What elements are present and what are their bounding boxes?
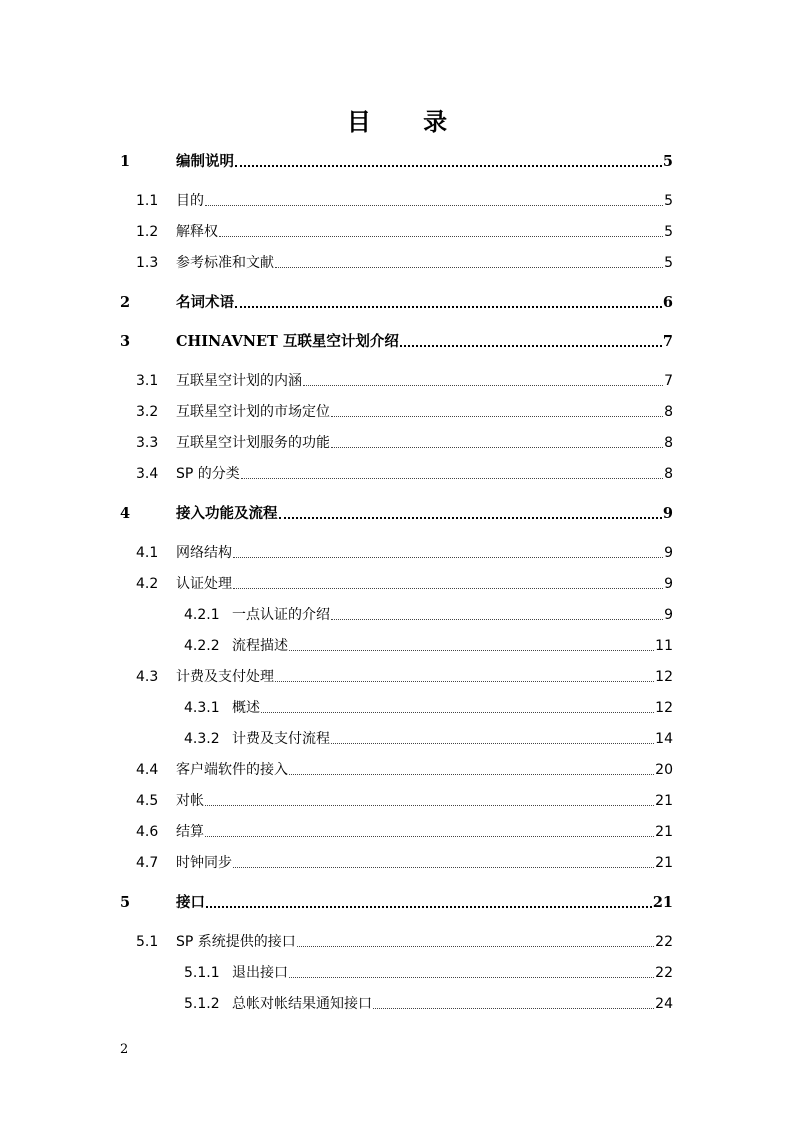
toc-entry-page: 9 bbox=[662, 505, 673, 522]
toc-entry-page: 8 bbox=[664, 404, 673, 420]
toc-entry-label: SP 的分类 bbox=[176, 466, 240, 482]
dot-leader bbox=[331, 619, 663, 620]
toc-entry-label: 目的 bbox=[176, 193, 204, 209]
toc-entry-label: 客户端软件的接入 bbox=[176, 762, 288, 778]
dot-leader bbox=[233, 867, 654, 868]
dot-leader bbox=[289, 977, 654, 978]
toc-entry-number: 4.3 bbox=[136, 669, 159, 685]
toc-entry[interactable] bbox=[136, 433, 673, 453]
toc-entry-number: 4.2.2 bbox=[184, 638, 220, 654]
toc-entry-label: 编制说明 bbox=[176, 153, 234, 170]
toc-entry[interactable] bbox=[136, 853, 673, 873]
toc-entry-label: 名词术语 bbox=[176, 294, 234, 311]
toc-entry-page: 22 bbox=[655, 934, 673, 950]
toc-entry[interactable] bbox=[184, 636, 673, 656]
toc-entry-label: 概述 bbox=[232, 700, 260, 716]
toc-entry[interactable] bbox=[136, 574, 673, 594]
toc-entry-page: 24 bbox=[655, 996, 673, 1012]
toc-entry-label: CHINAVNET 互联星空计划介绍 bbox=[176, 333, 399, 350]
toc-entry-number: 3.3 bbox=[136, 435, 159, 451]
dot-leader bbox=[275, 267, 663, 268]
toc-entry-page: 7 bbox=[662, 333, 673, 350]
toc-entry-page: 11 bbox=[655, 638, 673, 654]
toc-entry[interactable] bbox=[120, 293, 673, 313]
dot-leader bbox=[331, 416, 663, 417]
dot-leader bbox=[233, 557, 663, 558]
toc-entry[interactable] bbox=[136, 402, 673, 422]
toc-entry-number: 4.4 bbox=[136, 762, 159, 778]
toc-entry-label: 一点认证的介绍 bbox=[232, 607, 330, 623]
page-number: 2 bbox=[120, 1042, 129, 1057]
toc-entry-label: 计费及支付处理 bbox=[176, 669, 274, 685]
toc-entry[interactable] bbox=[184, 963, 673, 983]
toc-entry-page: 7 bbox=[664, 373, 673, 389]
dot-leader bbox=[303, 385, 663, 386]
toc-entry-label: 网络结构 bbox=[176, 545, 232, 561]
dot-leader bbox=[205, 205, 663, 206]
toc-entry-number: 5 bbox=[120, 894, 131, 911]
toc-entry[interactable] bbox=[136, 191, 673, 211]
dot-leader bbox=[233, 588, 663, 589]
toc-entry[interactable] bbox=[136, 667, 673, 687]
toc-entry-number: 4.7 bbox=[136, 855, 159, 871]
toc-entry-number: 4 bbox=[120, 505, 131, 522]
toc-entry-page: 12 bbox=[655, 700, 673, 716]
toc-entry[interactable] bbox=[184, 698, 673, 718]
toc-entry[interactable] bbox=[136, 791, 673, 811]
dot-leader bbox=[331, 743, 654, 744]
dot-leader bbox=[400, 345, 662, 347]
dot-leader bbox=[219, 236, 663, 237]
toc-entry-number: 4.3.2 bbox=[184, 731, 220, 747]
toc-entry-label: 退出接口 bbox=[232, 965, 288, 981]
toc-entry-label: 接入功能及流程 bbox=[176, 505, 278, 522]
toc-entry-label: 互联星空计划的市场定位 bbox=[176, 404, 330, 420]
toc-entry-page: 9 bbox=[664, 607, 673, 623]
toc-entry-number: 5.1.1 bbox=[184, 965, 220, 981]
dot-leader bbox=[206, 906, 652, 908]
toc-entry-label: SP 系统提供的接口 bbox=[176, 934, 296, 950]
toc-entry-number: 4.2.1 bbox=[184, 607, 220, 623]
toc-entry-number: 3.1 bbox=[136, 373, 159, 389]
toc-entry-label: 接口 bbox=[176, 894, 205, 911]
toc-entry[interactable] bbox=[120, 332, 673, 352]
dot-leader bbox=[261, 712, 654, 713]
toc-entry-number: 4.2 bbox=[136, 576, 159, 592]
toc-entry-page: 21 bbox=[652, 894, 673, 911]
dot-leader bbox=[241, 478, 663, 479]
toc-entry[interactable] bbox=[120, 152, 673, 172]
toc-entry[interactable] bbox=[184, 994, 673, 1014]
toc-entry[interactable] bbox=[136, 760, 673, 780]
toc-entry[interactable] bbox=[184, 729, 673, 749]
toc-entry-label: 互联星空计划服务的功能 bbox=[176, 435, 330, 451]
toc-entry-page: 8 bbox=[664, 435, 673, 451]
dot-leader bbox=[275, 681, 654, 682]
toc-entry-label: 时钟同步 bbox=[176, 855, 232, 871]
toc-entry[interactable] bbox=[120, 504, 673, 524]
toc-entry-page: 14 bbox=[655, 731, 673, 747]
toc-entry-label: 互联星空计划的内涵 bbox=[176, 373, 302, 389]
toc-entry[interactable] bbox=[136, 222, 673, 242]
toc-entry-page: 5 bbox=[664, 224, 673, 240]
toc-entry-page: 20 bbox=[655, 762, 673, 778]
toc-entry-label: 解释权 bbox=[176, 224, 218, 240]
dot-leader bbox=[297, 946, 654, 947]
toc-entry-page: 21 bbox=[655, 855, 673, 871]
toc-entry-label: 结算 bbox=[176, 824, 204, 840]
toc-entry-label: 参考标准和文献 bbox=[176, 255, 274, 271]
toc-entry-number: 3.4 bbox=[136, 466, 159, 482]
dot-leader bbox=[205, 805, 654, 806]
toc-entry-label: 对帐 bbox=[176, 793, 204, 809]
dot-leader bbox=[279, 517, 662, 519]
toc-entry[interactable] bbox=[136, 822, 673, 842]
toc-entry-label: 总帐对帐结果通知接口 bbox=[232, 996, 372, 1012]
toc-entry-page: 6 bbox=[662, 294, 673, 311]
dot-leader bbox=[373, 1008, 654, 1009]
toc-entry-number: 4.1 bbox=[136, 545, 159, 561]
toc-entry-number: 4.3.1 bbox=[184, 700, 220, 716]
toc-entry[interactable] bbox=[136, 371, 673, 391]
toc-entry-number: 5.1.2 bbox=[184, 996, 220, 1012]
toc-entry-number: 1.2 bbox=[136, 224, 159, 240]
toc-entry-number: 1 bbox=[120, 153, 131, 170]
toc-entry-page: 22 bbox=[655, 965, 673, 981]
dot-leader bbox=[331, 447, 663, 448]
toc-entry-number: 3.2 bbox=[136, 404, 159, 420]
toc-entry-page: 9 bbox=[664, 576, 673, 592]
toc-entry[interactable] bbox=[136, 464, 673, 484]
toc-entry[interactable] bbox=[136, 932, 673, 952]
toc-entry-page: 12 bbox=[655, 669, 673, 685]
dot-leader bbox=[205, 836, 654, 837]
toc-entry-page: 21 bbox=[655, 824, 673, 840]
toc-entry-page: 5 bbox=[664, 255, 673, 271]
toc-title: 目 录 bbox=[346, 107, 470, 136]
toc-entry-page: 8 bbox=[664, 466, 673, 482]
toc-entry-number: 1.3 bbox=[136, 255, 159, 271]
toc-entry-number: 5.1 bbox=[136, 934, 159, 950]
toc-entry-page: 5 bbox=[664, 193, 673, 209]
toc-entry[interactable] bbox=[184, 605, 673, 625]
dot-leader bbox=[235, 306, 662, 308]
dot-leader bbox=[235, 165, 662, 167]
toc-entry-number: 4.5 bbox=[136, 793, 159, 809]
toc-entry-page: 5 bbox=[662, 153, 673, 170]
toc-entry-label: 认证处理 bbox=[176, 576, 232, 592]
toc-entry-number: 1.1 bbox=[136, 193, 159, 209]
toc-entry-page: 21 bbox=[655, 793, 673, 809]
toc-entry-number: 2 bbox=[120, 294, 131, 311]
toc-entry[interactable] bbox=[120, 893, 673, 913]
toc-entry[interactable] bbox=[136, 543, 673, 563]
toc-entry-number: 4.6 bbox=[136, 824, 159, 840]
toc-entry-number: 3 bbox=[120, 333, 131, 350]
toc-entry-label: 流程描述 bbox=[232, 638, 288, 654]
toc-entry-page: 9 bbox=[664, 545, 673, 561]
dot-leader bbox=[289, 650, 654, 651]
toc-entry[interactable] bbox=[136, 253, 673, 273]
dot-leader bbox=[289, 774, 654, 775]
toc-entry-label: 计费及支付流程 bbox=[232, 731, 330, 747]
